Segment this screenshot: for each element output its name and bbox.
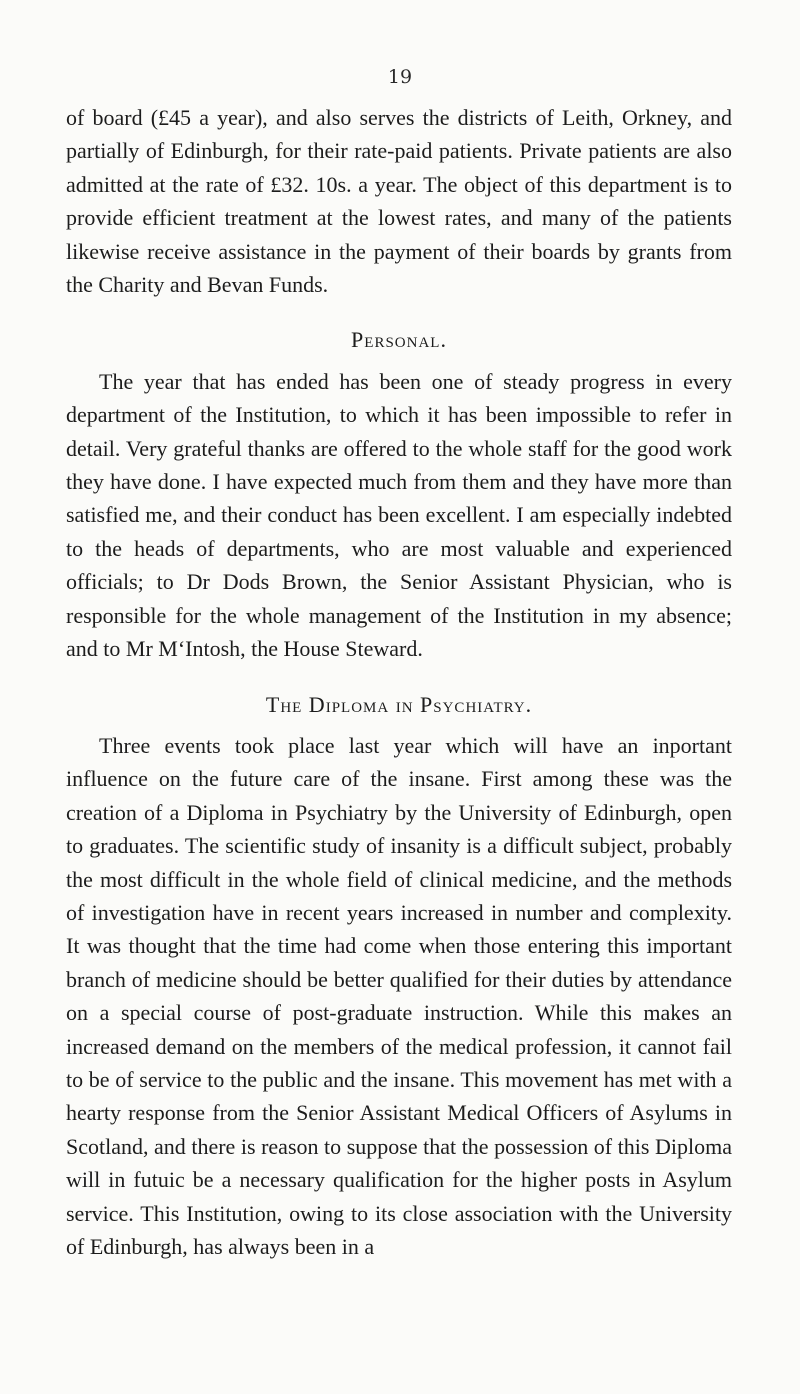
paragraph-intro: of board (£45 a year), and also serves the districts of Leith, Orkney, and partially of Edinburgh, for their rate-paid patients. Private patients are also admitted at the rate of £32. 10s. a year. The object of this department is to provide efficient treatment at the lowest rates, and many of the patients likewise receive assistance in the payment of their boards by grants from the Charity and Bevan Funds.: [66, 105, 732, 298]
section-heading-diploma: The Diploma in Psychiatry.: [265, 691, 533, 717]
text-column: [66, 101, 732, 1263]
section-heading-personal: Personal.: [351, 327, 447, 353]
paragraph-diploma: Three events took place last year which will have an inportant influence on the future care of the insane. First among these was the creation of a Diploma in Psychiatry by the University of Edinburgh, open to graduates. The scientific study of insanity is a difficult subject, probably the most difficult in the whole field of clinical medicine, and the methods of investigation have in recent years increased in number and complexity. It was thought that the time had come when those entering this important branch of medicine should be better qualified for their duties by attendance on a special course of post-graduate instruction. While this makes an increased demand on the members of the medical profession, it cannot fail to be of service to the public and the insane. This movement has met with a hearty response from the Senior Assistant Medical Officers of Asylums in Scotland, and there is reason to suppose that the possession of this Diploma will in futuic be a necessary qualification for the higher posts in Asylum service. This Institution, owing to its close association with the University of Edinburgh, has always been in a: [66, 732, 732, 1259]
page-number: 19: [387, 66, 413, 88]
paragraph-personal: The year that has ended has been one of steady progress in every department of the Institution, to which it has been impossible to refer in detail. Very grateful thanks are offered to the whole staff for the good work they have done. I have expected much from them and they have more than satisfied me, and their conduct has been excellent. I am especially indebted to the heads of departments, who are most valuable and experienced officials; to Dr Dods Brown, the Senior Assistant Physician, who is responsible for the whole management of the Institution in my absence; and to Mr M‘Intosh, the House Steward.: [66, 368, 732, 662]
